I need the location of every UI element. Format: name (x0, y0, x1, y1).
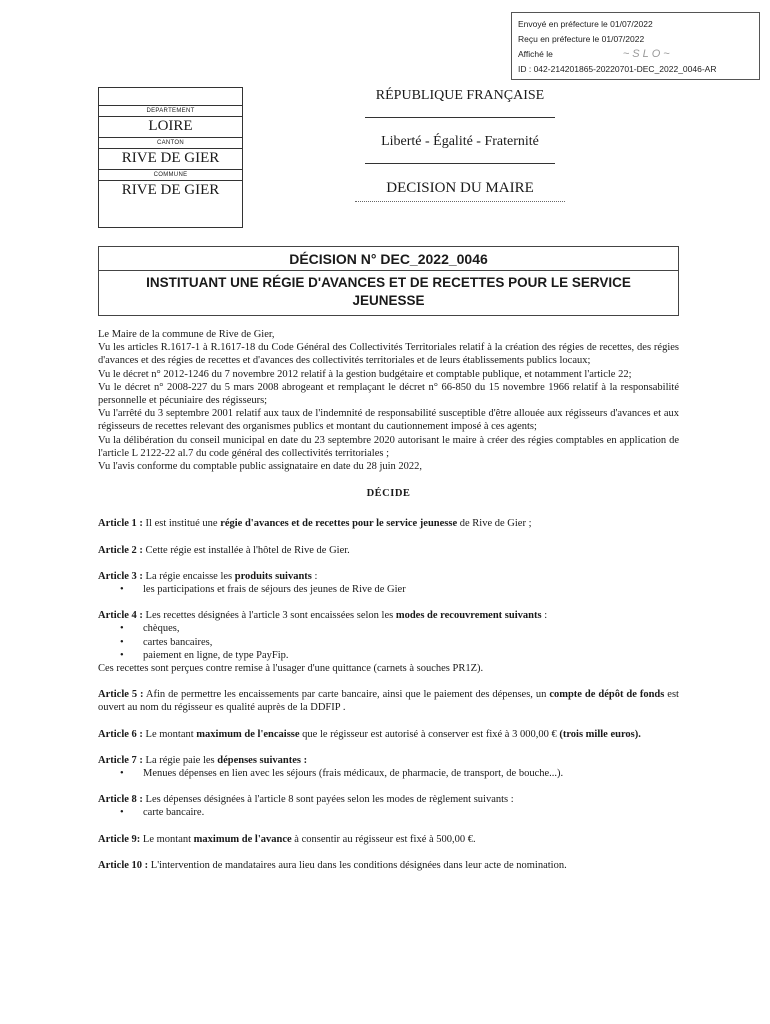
preamble-line: Vu l'arrêté du 3 septembre 2001 relatif aux taux de l'indemnité de responsabilité susceptible d'être allouée aux régisseurs d'avances et aux régisseurs de recettes relevant des organismes publics et montant du cautionnement imposé à ces agents; (98, 408, 679, 433)
list-item: • chèques, (98, 622, 679, 635)
divider (365, 163, 555, 164)
devise: Liberté - Égalité - Fraternité (381, 134, 539, 149)
article-1: Article 1 : Il est institué une régie d'avances et de recettes pour le service jeunesse de Rive de Gier ; (98, 518, 532, 530)
article-6: Article 6 : Le montant maximum de l'encaisse que le régisseur est autorisé à conserver est fixé à 3 000,00 € (trois mille euros). (98, 728, 641, 740)
preamble-line: Vu la délibération du conseil municipal en date du 23 septembre 2020 autorisant le maire à créer des régies comptables en application de l'article L 2122-22 al.7 du code général des collectivités territoriales ; (98, 434, 679, 459)
article-2: Article 2 : Cette régie est installée à l'hôtel de Rive de Gier. (98, 544, 350, 556)
header-block (360, 88, 560, 202)
commune-label: COMMUNE (99, 170, 242, 181)
dotted-divider (355, 201, 565, 202)
preamble-line: Vu le décret n° 2008-227 du 5 mars 2008 abrogeant et remplaçant le décret n° 66-850 du 15 novembre 1966 relatif à la responsabilité personnelle et pécuniaire des régisseurs; (98, 381, 679, 407)
list-item: • les participations et frais de séjours des jeunes de Rive de Gier (98, 583, 679, 596)
article-7: Article 7 : La régie paie les dépenses suivantes : (98, 754, 308, 766)
department-box (98, 87, 243, 228)
preamble-line: Vu le décret n° 2012-1246 du 7 novembre 2012 relatif à la gestion budgétaire et comptable publique, et notamment l'article 22; (98, 368, 632, 380)
decision-number: DÉCISION N° DEC_2022_0046 (99, 247, 678, 271)
divider (365, 117, 555, 118)
stamp-sent: Envoyé en préfecture le 01/07/2022 (518, 19, 653, 29)
preamble-line: Le Maire de la commune de Rive de Gier, (98, 329, 275, 340)
decide-heading: DÉCIDE (366, 488, 411, 500)
departement-label: DEPARTEMENT (99, 106, 242, 117)
signature-icon: ~SLO~ (622, 48, 673, 60)
article-10: Article 10 : L'intervention de mandataires aura lieu dans les conditions désignées dans leur acte de nomination. (98, 859, 567, 871)
article-5: Article 5 : Afin de permettre les encaissements par carte bancaire, ainsi que le paiement des dépenses, un compte de dépôt de fonds est ouvert au nom du régisseur es qualité auprès de la DDFIP . (98, 689, 679, 714)
list-item: • cartes bancaires, (98, 636, 679, 649)
article-9: Article 9: Le montant maximum de l'avance à consentir au régisseur est fixé à 500,00 €. (98, 833, 476, 845)
preamble-line: Vu les articles R.1617-1 à R.1617-18 du Code Général des Collectivités Territoriales relatif à la création des régies de recettes, des régies d'avances et des régies de recettes et d'avances des collectivités territoriales et de leurs établissements publics locaux; (98, 342, 679, 367)
document-body (98, 328, 679, 872)
stamp-id: ID : 042-214201865-20220701-DEC_2022_0046-AR (518, 64, 717, 74)
article-8: Article 8 : Les dépenses désignées à l'article 8 sont payées selon les modes de règlement suivants : (98, 794, 514, 806)
decision-du-maire: DECISION DU MAIRE (386, 180, 534, 196)
departement-value: LOIRE (99, 117, 242, 138)
prefecture-stamp (511, 12, 760, 80)
canton-value: RIVE DE GIER (99, 149, 242, 170)
decision-subject: INSTITUANT UNE RÉGIE D'AVANCES ET DE RECETTES POUR LE SERVICE JEUNESSE (146, 275, 631, 308)
list-item: • paiement en ligne, de type PayFip. (98, 649, 679, 662)
article-4: Article 4 : Les recettes désignées à l'article 3 sont encaissées selon les modes de recouvrement suivants : (98, 610, 548, 622)
canton-label: CANTON (99, 138, 242, 149)
commune-value: RIVE DE GIER (121, 182, 220, 198)
list-item: • carte bancaire. (98, 806, 679, 819)
title-box (98, 246, 679, 316)
stamp-posted: Affiché le ~SLO~ (518, 48, 673, 60)
article-4-note: Ces recettes sont perçues contre remise à l'usager d'une quittance (carnets à souches PR1Z). (98, 663, 484, 675)
article-3: Article 3 : La régie encaisse les produits suivants : (98, 570, 318, 582)
republique-heading: RÉPUBLIQUE FRANÇAISE (375, 88, 545, 103)
list-item: • Menues dépenses en lien avec les séjours (frais médicaux, de pharmacie, de transport, de bouche...). (98, 767, 679, 780)
stamp-received: Reçu en préfecture le 01/07/2022 (518, 34, 645, 44)
preamble-line: Vu l'avis conforme du comptable public assignataire en date du 28 juin 2022, (98, 461, 423, 473)
dept-blank (99, 88, 242, 106)
